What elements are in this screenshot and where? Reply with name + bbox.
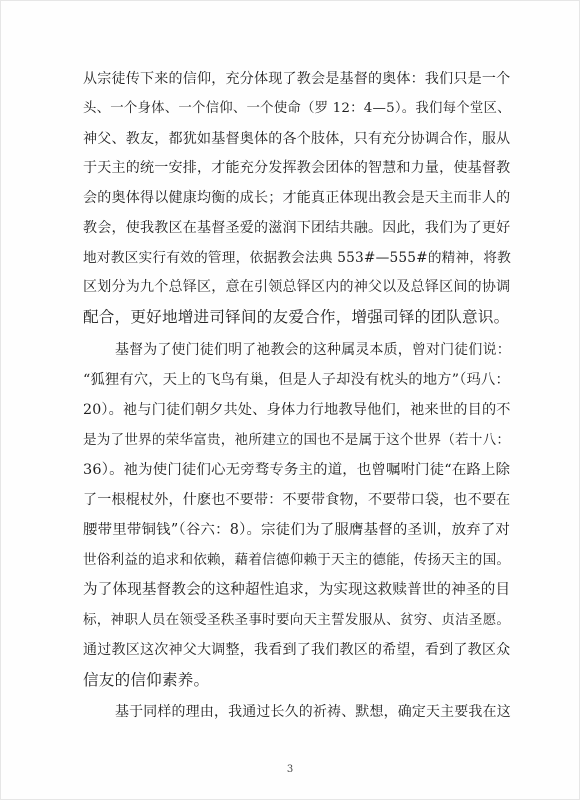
text-line: 头、一个身体、一个信仰、一个使命（罗 12：4—5）。我们每个堂区、 <box>83 101 511 116</box>
text-line: 世俗利益的追求和依赖，藉着信德仰赖于天主的德能，传扬天主的国。 <box>83 552 511 568</box>
text-line: 标，神职人员在领受圣秩圣事时要向天主誓发服从、贫穷、贞洁圣愿。 <box>83 612 511 628</box>
text-line: 了一根棍杖外，什麽也不要带：不要带食物，不要带口袋，也不要在 <box>83 492 511 508</box>
text-line: 地对教区实行有效的管理，依据教会法典 553#—555#的精神，将教 <box>83 250 512 266</box>
text-line: 会的奥体得以健康均衡的成长；才能真正体现出教会是天主而非人的 <box>83 190 511 206</box>
text-line: 信友的信仰素养。 <box>83 671 210 689</box>
text-line: 20）。祂与门徒们朝夕共处、身体力行地教导他们，祂来世的目的不 <box>83 402 511 418</box>
text-line: 于天主的统一安排，才能充分发挥教会团体的智慧和力量，使基督教 <box>83 160 511 176</box>
text-line: 是为了世界的荣华富贵，祂所建立的国也不是属于这个世界（若十八： <box>83 432 511 448</box>
text-line: 从宗徒传下来的信仰，充分体现了教会是基督的奥体：我们只是一个 <box>83 71 511 87</box>
text-line: 通过教区这次神父大调整，我看到了我们教区的希望，看到了教区众 <box>83 642 511 658</box>
text-line: 为了体现基督教会的这种超性追求，为实现这救赎普世的神圣的目 <box>83 582 511 598</box>
text-line: 基督为了使门徒们明了祂教会的这种属灵本质，曾对门徒们说： <box>115 342 511 358</box>
text-line: 配合，更好地增进司铎间的友爱合作，增强司铎的团队意识。 <box>83 308 510 326</box>
text-line: 教会，使我教区在基督圣爱的滋润下团结共融。因此，我们为了更好 <box>83 220 511 236</box>
text-line: 神父、教友，都犹如基督奥体的各个肢体，只有充分协调合作，服从 <box>83 131 511 147</box>
text-line: 腰带里带铜钱”（谷六：8）。宗徒们为了服膺基督的圣训，放弃了对 <box>83 522 511 538</box>
text-line: 区划分为九个总铎区，意在引领总铎区内的神父以及总铎区间的协调 <box>83 279 511 295</box>
text-line: 36）。祂为使门徒们心无旁骛专务主的道，也曾嘱咐门徒“在路上除 <box>83 462 511 478</box>
text-line: 基于同样的理由，我通过长久的祈祷、默想，确定天主要我在这 <box>115 704 511 720</box>
text-line: “狐狸有穴，天上的飞鸟有巢，但是人子却没有枕头的地方”（玛八： <box>83 372 510 388</box>
page-number: 3 <box>286 764 294 775</box>
